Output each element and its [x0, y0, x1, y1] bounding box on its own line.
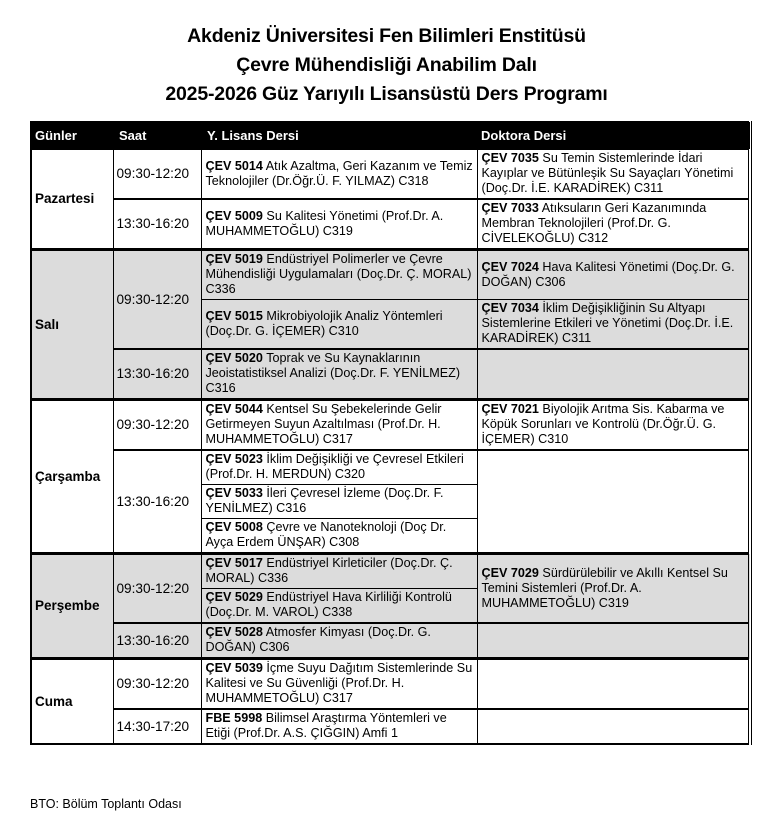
course-code: ÇEV 7029 [481, 565, 539, 580]
masters-course-cell [201, 400, 477, 451]
course-description: Çevre ve Nanoteknoloji (Doç Dr. Ayça Erdem ÜNŞAR) C308 [205, 520, 447, 549]
doctoral-course-cell [477, 149, 750, 200]
course-description: Kentsel Su Şebekelerinde Gelir Getirmeyen Suyun Azaltılması (Prof.Dr. H. MUHAMMETOĞLU) C317 [205, 402, 442, 446]
course-description: Bilimsel Araştırma Yöntemleri ve Etiği (Prof.Dr. A.S. ÇIĞGIN) Amfi 1 [205, 711, 447, 740]
course-code: ÇEV 5019 [205, 252, 263, 266]
time-slot: 13:30-16:20 [113, 623, 201, 659]
course-code: ÇEV 5009 [205, 208, 263, 223]
day-name: Pazartesi [31, 149, 113, 250]
course-description: Sürdürülebilir ve Akıllı Kentsel Su Temini Sistemleri (Prof.Dr. A. MUHAMMETOĞLU) C319 [481, 565, 728, 610]
doctoral-empty-cell [477, 659, 750, 710]
masters-course-cell [201, 659, 477, 710]
masters-course-cell [201, 709, 477, 744]
day-name: Perşembe [31, 554, 113, 659]
course-description: İleri Çevresel İzleme (Doç.Dr. F. YENİLMEZ) C316 [205, 486, 444, 515]
day-name: Salı [31, 250, 113, 400]
course-code: ÇEV 7034 [481, 301, 539, 315]
masters-course-cell [201, 623, 477, 659]
course-code: ÇEV 5020 [205, 351, 263, 365]
day-group [31, 554, 750, 659]
masters-course-cell [201, 250, 477, 300]
title-program: 2025-2026 Güz Yarıyılı Lisansüstü Ders Programı [165, 83, 608, 105]
time-slot: 14:30-17:20 [113, 709, 201, 744]
course-description: İklim Değişikliğinin Su Altyapı Sistemlerine Etkileri ve Yönetimi (Doç.Dr. İ.E. KARADİREK) C311 [481, 301, 734, 345]
doctoral-empty-cell [477, 349, 750, 400]
course-description: Hava Kalitesi Yönetimi (Doç.Dr. G. DOĞAN) C306 [481, 259, 735, 289]
day-group [31, 149, 750, 250]
course-description: İçme Suyu Dağıtım Sistemlerinde Su Kalitesi ve Su Güvenliği (Prof.Dr. H. MUHAMMETOĞLU) C317 [205, 661, 473, 705]
title-university: Akdeniz Üniversitesi Fen Bilimleri Enstitüsü [187, 25, 586, 47]
masters-course-cell [201, 349, 477, 400]
doctoral-course-cell [477, 250, 750, 300]
masters-course-cell [201, 450, 477, 485]
time-slot: 13:30-16:20 [113, 450, 201, 554]
header-time: Saat [113, 122, 201, 149]
course-code: ÇEV 5044 [205, 402, 263, 416]
masters-course-cell [201, 300, 477, 350]
table-row [31, 149, 750, 200]
time-slot: 09:30-12:20 [113, 250, 201, 350]
course-description: Biyolojik Arıtma Sis. Kabarma ve Köpük Sorunları ve Kontrolü (Dr.Öğr.Ü. G. İÇEMER) C310 [481, 402, 725, 446]
header-days: Günler [31, 122, 113, 149]
course-description: Endüstriyel Hava Kirliliği Kontrolü (Doç.Dr. M. VAROL) C338 [205, 590, 452, 619]
course-code: ÇEV 5014 [205, 158, 263, 173]
table-header [31, 122, 750, 149]
doctoral-course-cell [477, 300, 750, 350]
course-schedule-table [30, 121, 752, 745]
course-description: Toprak ve Su Kaynaklarının Jeoistatistiksel Analizi (Doç.Dr. F. YENİLMEZ) C316 [205, 351, 461, 395]
table-row [31, 199, 750, 250]
day-name: Cuma [31, 659, 113, 745]
course-description: Mikrobiyolojik Analiz Yöntemleri (Doç.Dr. G. İÇEMER) C310 [205, 308, 443, 338]
course-code: ÇEV 5028 [205, 625, 263, 639]
doctoral-course-cell [477, 199, 750, 250]
doctoral-empty-cell [477, 450, 750, 554]
table-row [31, 400, 750, 451]
table-row [31, 623, 750, 659]
time-slot: 09:30-12:20 [113, 554, 201, 624]
course-description: Atık Azaltma, Geri Kazanım ve Temiz Teknolojiler (Dr.Öğr.Ü. F. YILMAZ) C318 [205, 158, 473, 188]
course-description: Endüstriyel Polimerler ve Çevre Mühendisliği Uygulamaları (Doç.Dr. Ç. MORAL) C336 [205, 252, 472, 296]
course-code: ÇEV 5029 [205, 590, 263, 604]
course-code: ÇEV 7035 [481, 151, 539, 165]
day-group [31, 250, 750, 400]
course-description: Atmosfer Kimyası (Doç.Dr. G. DOĞAN) C306 [205, 625, 431, 654]
footer-note: BTO: Bölüm Toplantı Odası [30, 797, 182, 811]
time-slot: 13:30-16:20 [113, 349, 201, 400]
course-description: İklim Değişikliği ve Çevresel Etkileri (Prof.Dr. H. MERDUN) C320 [205, 452, 464, 481]
document-title [0, 22, 773, 109]
course-code: ÇEV 7033 [481, 201, 539, 215]
table-row [31, 450, 750, 485]
title-department: Çevre Mühendisliği Anabilim Dalı [236, 54, 537, 76]
course-description: Su Temin Sistemlerinde İdari Kayıplar ve Bütünleşik Su Sayaçları Yönetimi (Doç.Dr. İ.E. KARADİREK) C311 [481, 151, 734, 195]
course-code: ÇEV 5008 [205, 520, 263, 534]
time-slot: 09:30-12:20 [113, 659, 201, 710]
masters-course-cell [201, 149, 477, 200]
course-description: Su Kalitesi Yönetimi (Prof.Dr. A. MUHAMMETOĞLU) C319 [205, 208, 444, 238]
table-row [31, 250, 750, 300]
masters-course-cell [201, 199, 477, 250]
table-row [31, 659, 750, 710]
header-masters-course: Y. Lisans Dersi [201, 122, 477, 149]
doctoral-course-cell [477, 400, 750, 451]
course-code: ÇEV 7024 [481, 259, 539, 274]
masters-course-cell [201, 485, 477, 519]
course-code: ÇEV 5017 [205, 556, 263, 570]
course-description: Endüstriyel Kirleticiler (Doç.Dr. Ç. MORAL) C336 [205, 556, 453, 585]
course-code: ÇEV 5039 [205, 661, 263, 675]
course-code: ÇEV 5033 [205, 486, 263, 500]
header-row [31, 122, 750, 149]
header-doctoral-course: Doktora Dersi [477, 122, 750, 149]
masters-course-cell [201, 554, 477, 589]
table-row [31, 349, 750, 400]
masters-course-cell [201, 519, 477, 554]
time-slot: 09:30-12:20 [113, 400, 201, 451]
course-description: Atıksuların Geri Kazanımında Membran Teknolojileri (Prof.Dr. G. CİVELEKOĞLU) C312 [481, 201, 707, 245]
table-row [31, 554, 750, 589]
day-group [31, 659, 750, 745]
course-code: ÇEV 7021 [481, 402, 539, 416]
doctoral-course-cell [477, 554, 750, 624]
course-code: FBE 5998 [205, 711, 263, 725]
time-slot: 13:30-16:20 [113, 199, 201, 250]
course-code: ÇEV 5023 [205, 452, 263, 466]
day-name: Çarşamba [31, 400, 113, 554]
doctoral-empty-cell [477, 623, 750, 659]
day-group [31, 400, 750, 554]
doctoral-empty-cell [477, 709, 750, 744]
masters-course-cell [201, 589, 477, 624]
time-slot: 09:30-12:20 [113, 149, 201, 200]
table-row [31, 709, 750, 744]
course-code: ÇEV 5015 [205, 308, 263, 323]
